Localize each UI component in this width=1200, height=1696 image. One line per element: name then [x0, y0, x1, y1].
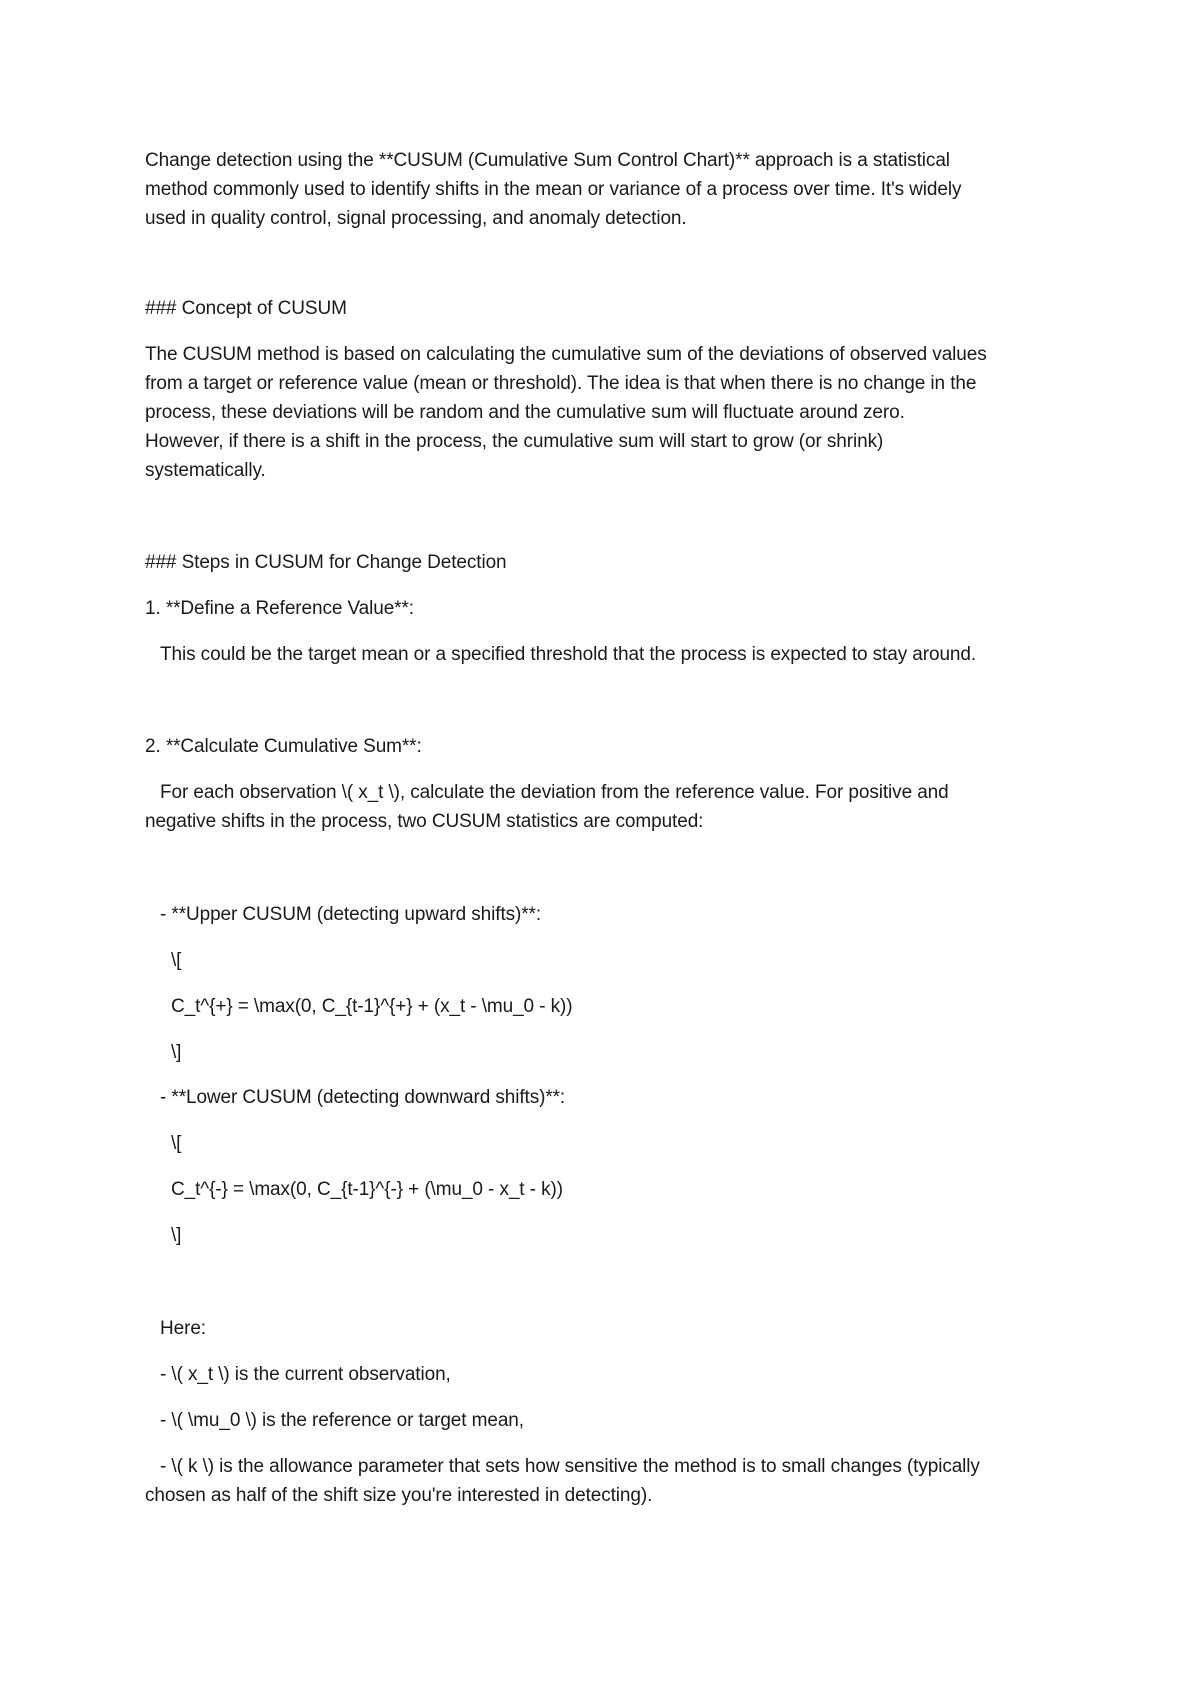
step2-body-line-1: For each observation \( x_t \), calculate the deviation from the reference value. For positive and [160, 782, 949, 803]
upper-formula: C_t^{+} = \max(0, C_{t-1}^{+} + (x_t - \mu_0 - k)) [171, 996, 573, 1017]
here-item-2: - \( \mu_0 \) is the reference or target mean, [160, 1410, 524, 1431]
upper-formula-open: \[ [171, 950, 182, 971]
intro-line-1: Change detection using the **CUSUM (Cumulative Sum Control Chart)** approach is a statistical [145, 150, 950, 171]
step1-body: This could be the target mean or a specified threshold that the process is expected to stay around. [160, 644, 977, 665]
upper-cusum-title: - **Upper CUSUM (detecting upward shifts)**: [160, 904, 542, 925]
step1-title: 1. **Define a Reference Value**: [145, 598, 414, 619]
lower-cusum-title: - **Lower CUSUM (detecting downward shifts)**: [160, 1087, 566, 1108]
here-item-3: - \( k \) is the allowance parameter that sets how sensitive the method is to small changes (typically [160, 1456, 980, 1477]
concept-line-1: The CUSUM method is based on calculating the cumulative sum of the deviations of observed values [145, 344, 987, 365]
lower-formula-open: \[ [171, 1133, 182, 1154]
here-label: Here: [160, 1318, 206, 1339]
concept-line-3: process, these deviations will be random and the cumulative sum will fluctuate around zero. [145, 402, 905, 423]
lower-formula-close: \] [171, 1225, 182, 1246]
intro-line-3: used in quality control, signal processing, and anomaly detection. [145, 208, 687, 229]
step2-title: 2. **Calculate Cumulative Sum**: [145, 736, 422, 757]
lower-formula: C_t^{-} = \max(0, C_{t-1}^{-} + (\mu_0 - x_t - k)) [171, 1179, 563, 1200]
concept-heading: ### Concept of CUSUM [145, 298, 347, 319]
upper-formula-close: \] [171, 1042, 182, 1063]
concept-line-2: from a target or reference value (mean or threshold). The idea is that when there is no change in the [145, 373, 977, 394]
here-item-3-continuation: chosen as half of the shift size you're interested in detecting). [145, 1485, 653, 1506]
step2-body-line-2: negative shifts in the process, two CUSUM statistics are computed: [145, 811, 704, 832]
steps-heading: ### Steps in CUSUM for Change Detection [145, 552, 507, 573]
here-item-1: - \( x_t \) is the current observation, [160, 1364, 451, 1385]
concept-line-4: However, if there is a shift in the process, the cumulative sum will start to grow (or shrink) [145, 431, 884, 452]
intro-line-2: method commonly used to identify shifts in the mean or variance of a process over time. It's widely [145, 179, 962, 200]
concept-line-5: systematically. [145, 460, 266, 481]
